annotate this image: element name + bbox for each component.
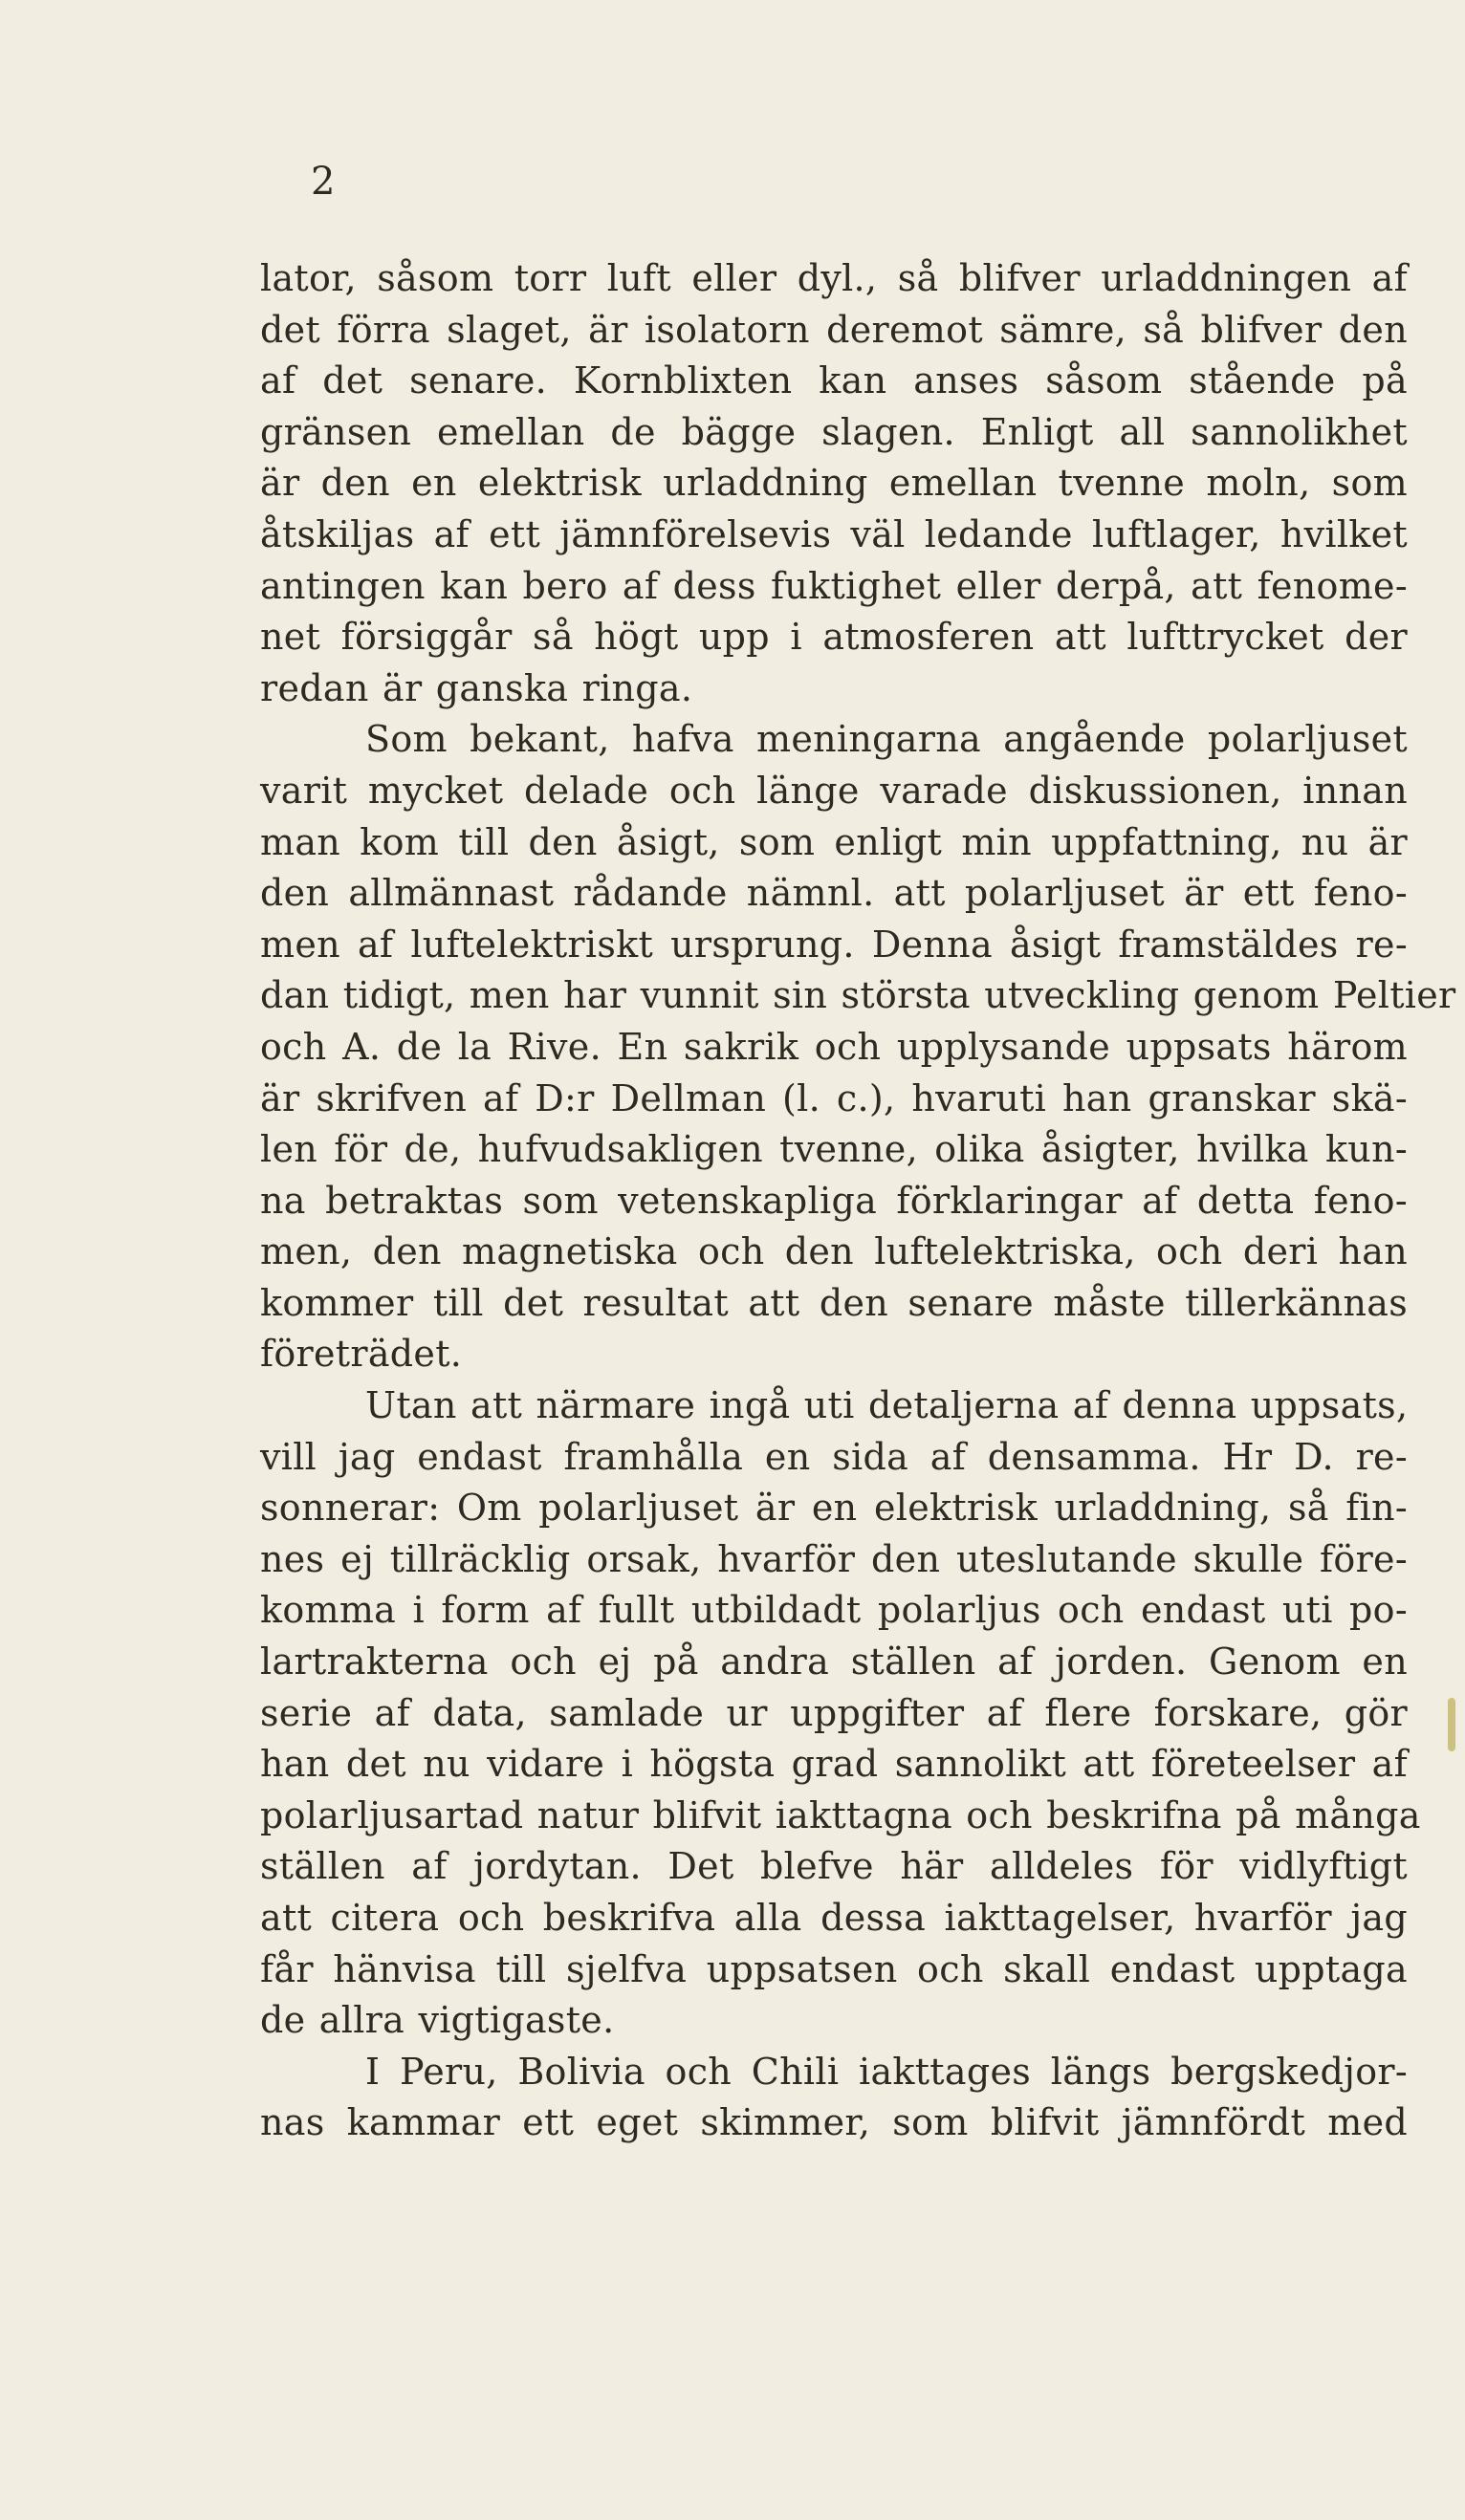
text-line: åtskiljas af ett jämnförelsevis väl ledande luftlager, hvilket bbox=[260, 512, 1408, 555]
text-line: na betraktas som vetenskapliga förklaringar af detta feno- bbox=[260, 1179, 1408, 1222]
text-line: är den en elektrisk urladdning emellan tvenne moln, som bbox=[260, 462, 1408, 505]
text-line: lartrakterna och ej på andra ställen af jorden. Genom en bbox=[260, 1640, 1408, 1684]
text-line: nes ej tillräcklig orsak, hvarför den uteslutande skulle före- bbox=[260, 1537, 1408, 1580]
text-line: han det nu vidare i högsta grad sannolikt att företeelser af bbox=[260, 1743, 1408, 1786]
text-line: men af luftelektriskt ursprung. Denna åsigt framstäldes re- bbox=[260, 923, 1408, 966]
text-line: len för de, hufvudsakligen tvenne, olika åsigter, hvilka kun- bbox=[260, 1128, 1408, 1171]
text-line: dan tidigt, men har vunnit sin största utveckling genom Peltier bbox=[260, 974, 1456, 1017]
text-line: får hänvisa till sjelfva uppsatsen och skall endast upptaga bbox=[260, 1947, 1408, 1990]
text-line: ställen af jordytan. Det blefve här alldeles för vidlyftigt bbox=[260, 1845, 1408, 1888]
text-line: polarljusartad natur blifvit iakttagna och beskrifna på många bbox=[260, 1793, 1421, 1836]
text-line: kommer till det resultat att den senare måste tillerkännas bbox=[260, 1281, 1408, 1324]
text-line: lator, såsom torr luft eller dyl., så blifver urladdningen af bbox=[260, 257, 1408, 299]
margin-stain bbox=[1448, 1698, 1455, 1751]
paragraph-start-line: Utan att närmare ingå uti detaljerna af denna uppsats, bbox=[365, 1384, 1409, 1427]
text-line: men, den magnetiska och den luftelektriska, och deri han bbox=[260, 1230, 1408, 1273]
paragraph-start-line: I Peru, Bolivia och Chili iakttages längs bergskedjor- bbox=[365, 2050, 1408, 2093]
body-text bbox=[260, 253, 1456, 2149]
text-line: net försiggår så högt upp i atmosferen att lufttrycket der bbox=[260, 616, 1408, 659]
text-line: vill jag endast framhålla en sida af densamma. Hr D. re- bbox=[260, 1435, 1408, 1478]
text-line: komma i form af fullt utbildadt polarljus och endast uti po- bbox=[260, 1589, 1408, 1632]
text-line: antingen kan bero af dess fuktighet eller derpå, att fenome- bbox=[260, 564, 1408, 607]
text-line: det förra slaget, är isolatorn deremot sämre, så blifver den bbox=[260, 308, 1408, 351]
text-line: varit mycket delade och länge varade diskussionen, innan bbox=[260, 769, 1408, 812]
text-line: gränsen emellan de bägge slagen. Enligt all sannolikhet bbox=[260, 410, 1408, 453]
text-line: att citera och beskrifva alla dessa iakttagelser, hvarför jag bbox=[260, 1897, 1408, 1939]
paragraph-end-line: de allra vigtigaste. bbox=[260, 1999, 615, 2042]
text-line: af det senare. Kornblixten kan anses såsom stående på bbox=[260, 359, 1408, 402]
page-number: 2 bbox=[311, 160, 337, 204]
paragraph-start-line: Som bekant, hafva meningarna angående polarljuset bbox=[365, 718, 1408, 761]
text-line: den allmännast rådande nämnl. att polarljuset är ett feno- bbox=[260, 872, 1408, 915]
text-line: sonnerar: Om polarljuset är en elektrisk urladdning, så fin- bbox=[260, 1487, 1408, 1530]
text-line: nas kammar ett eget skimmer, som blifvit jämnfördt med bbox=[260, 2101, 1408, 2144]
text-line: serie af data, samlade ur uppgifter af flere forskare, gör bbox=[260, 1691, 1408, 1734]
text-line: och A. de la Rive. En sakrik och upplysande uppsats härom bbox=[260, 1025, 1408, 1068]
paragraph-end-line: företrädet. bbox=[260, 1333, 463, 1376]
paragraph-end-line: redan är ganska ringa. bbox=[260, 666, 693, 709]
text-line: är skrifven af D:r Dellman (l. c.), hvaruti han granskar skä- bbox=[260, 1076, 1408, 1119]
text-line: man kom till den åsigt, som enligt min uppfattning, nu är bbox=[260, 820, 1408, 863]
